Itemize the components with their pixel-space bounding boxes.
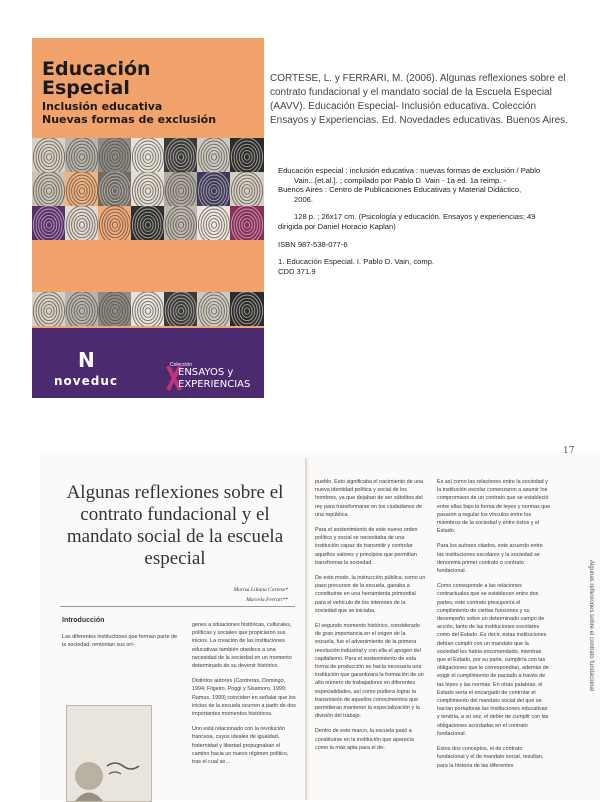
- fingerprint-tile: [131, 138, 165, 172]
- reference-citation: CORTESE, L. y FERRARI, M. (2006). Algunas reflexiones sobre el contrato fundacional y el mandato social de la Escuela Especial (AAVV). Educación Especial- Inclusión educativa. Colección Ensayos y Experiencias. Ed. Novedades educativas. Buenos Aires.: [270, 73, 568, 126]
- fingerprint-tile: [65, 138, 99, 172]
- paragraph: Las diferentes instituciones que forman parte de la sociedad, remontan sus orí-: [62, 634, 178, 649]
- publisher-name: noveduc: [54, 374, 118, 388]
- author-name: Marisa Liliana Cortese*: [233, 587, 288, 593]
- collection-name-line2: EXPERIENCIAS: [178, 379, 251, 390]
- fingerprint-tile: [197, 138, 231, 172]
- fingerprint-tile: [197, 172, 231, 206]
- fingerprint-tile: [65, 292, 99, 326]
- catalog-line: 2006.: [294, 194, 314, 204]
- fingerprint-tile: [230, 292, 264, 326]
- paragraph: Estos dos conceptos, el de contrato fundacional y el de mandato social, resultan, para la historia de las diferentes: [437, 746, 544, 769]
- catalog-line: dirigida por Daniel Horacio Kaplan): [278, 221, 396, 231]
- fingerprint-tile: [230, 172, 264, 206]
- paragraph: Para los autores citados, este acuerdo entre las instituciones escolares y la sociedad se denomina primer contrato o contrato fundacional.: [437, 543, 543, 575]
- fingerprint-tile: [164, 138, 198, 172]
- page-number: 17: [563, 446, 575, 456]
- article-title: Algunas reflexiones sobre el contrato fundacional y el mandato social de la escuela especial: [66, 482, 284, 569]
- page-gutter: [305, 458, 309, 800]
- fingerprint-tile: [32, 292, 66, 326]
- catalog-subject: 1. Educación Especial. I. Pablo D. Vain, comp.: [278, 257, 435, 267]
- catalog-line: Buenos Aires : Centro de Publicaciones Educativas y Material Didáctico,: [278, 185, 522, 195]
- paragraph: Distintos autores (Contreras, Domingo, 1994; Filgeiro, Poggi y Sisamoro, 1999; Ramus, 1999) coinciden en señalar que los inicios de la escuela ocurren a partir de dos importantes momentos históricos.: [192, 678, 296, 718]
- paragraph: De este modo, la instrucción pública, como un paso precursor de la escuela, ganaba a constituirse en una herramienta primordial para el vehículo de los intereses de la sociedad que se iniciaba.: [315, 575, 426, 614]
- fingerprint-tile: [98, 292, 132, 326]
- book-cover: [32, 38, 264, 398]
- fingerprint-tile: [164, 292, 198, 326]
- paragraph: pueblo. Esto significaba el nacimiento de una nueva identidad política y social de los hombres, ya que dejaban de ser súbditos del rey para transformarse en los ciudadanos de una república.: [315, 479, 424, 518]
- fingerprint-tile: [164, 172, 198, 206]
- fingerprint-tile: [131, 206, 165, 240]
- collection-name-line1: ENSAYOS y: [178, 367, 234, 378]
- fingerprint-tile: [164, 206, 198, 240]
- paragraph: Para el sostenimiento de este nuevo orden político y social se necesitaba de una institución capaz de transmitir y controlar aquellos valores y principios que permitían transformar la sociedad.: [315, 527, 418, 566]
- article-column-1: [62, 633, 180, 656]
- catalog-record: [278, 166, 566, 276]
- collection-label: Colección: [170, 362, 192, 368]
- paragraph: Uno está relacionado con la revolución francesa, cuyos ideales de igualdad, fraternidad y libertad propugnaban el camino hacia un nuevo régimen político, tras el cual se…: [192, 726, 289, 766]
- cover-subtitle: Inclusión educativa Nuevas formas de exclusión: [42, 100, 217, 126]
- fingerprint-tile: [65, 206, 99, 240]
- catalog-cdd: CDD 371.9: [278, 266, 316, 276]
- fingerprint-tile: [197, 206, 231, 240]
- paragraph: Como corresponde a las relaciones contractuales que se establecen entre dos partes, este contrato presuponía el cumplimiento de ciertas funciones y su desempeño sobre un determinado campo de acción, tanto de las instituciones escolares como del Estado. Es decir, estas instituciones debían cumplir con un mandato que la sociedad les había encomendado, mientras que el Estado, por su parte, cumpliría con las obligaciones que le correspondían, además de exigir el cumplimiento de pactado a través de las leyes y las normas. En otras palabras, el Estado sería el encargado de controlar el cumplimiento del mandato social del que se hacían portadoras las instituciones educativas y tendría, a su vez, el deber de cumplir con las obligaciones acordadas en el contrato fundacional.: [437, 583, 549, 737]
- catalog-isbn: ISBN 987-538-077-6: [278, 239, 348, 249]
- paragraph: El segundo momento histórico, considerado de gran importancia en el origen de la escuela, fue el advenimiento de la primera revolución industrial y con ella el apogeo del capitalismo. Para el sostenimiento de esta forma de producción se hacía necesaria una institución que garantizara la formación de un alto número de trabajadores en diferentes especialidades, así como pudiera lograr la transmisión de aquellos conocimientos que permitieran mantener la especialización y la división del trabajo.: [315, 623, 424, 720]
- section-heading: Introducción: [62, 617, 105, 624]
- cover-title: Educación Especial: [42, 58, 151, 99]
- fingerprint-tile: [131, 172, 165, 206]
- article-column-4: [437, 478, 551, 777]
- article-column-3: [315, 478, 427, 759]
- catalog-line: 128 p. ; 26x17 cm. (Psicología y educación. Ensayos y experiencias; 49: [294, 212, 536, 222]
- running-side-text: Algunas reflexiones sobre el contrato fundacional: [588, 560, 594, 692]
- author-photo: [66, 705, 152, 802]
- paragraph: genes a situaciones históricas, culturales, políticas y sociales que propiciaron sus inicios. La creación de las instituciones educativas también obedece a una necesidad de la sociedad en un momento determinado de su devenir histórico.: [192, 622, 292, 670]
- publisher-logo-mark: N: [78, 348, 95, 372]
- fingerprint-tile: [32, 206, 66, 240]
- fingerprint-tile: [197, 292, 231, 326]
- fingerprint-tile: [98, 172, 132, 206]
- fingerprint-tile: [230, 138, 264, 172]
- paragraph: Dentro de este marco, la escuela pasó a constituirse en la institución que aparecía como la más apta para el de-: [315, 728, 414, 751]
- article-authors: [234, 585, 288, 605]
- article-column-2: [192, 621, 296, 773]
- paragraph: Es así como las relaciones entre la sociedad y la institución escolar comenzaron a asumir los compromisos de un contrato que se estableció entre ellas bajo la forma de leyes y normas que pasaron a regular los vínculos entre los miembros de la sociedad y entre éstos y el Estado.: [437, 479, 551, 535]
- fingerprint-tile: [98, 138, 132, 172]
- fingerprint-tile: [98, 206, 132, 240]
- catalog-line: Educación especial : inclusión educativa : nuevas formas de exclusión / Pablo: [278, 166, 541, 175]
- divider: [60, 606, 295, 607]
- fingerprint-tile: [65, 172, 99, 206]
- catalog-line: Vain...[et.al.]. ; compilado por Pablo D. Vain - 1a ed. 1a reimp. -: [294, 175, 507, 185]
- fingerprint-tile: [131, 292, 165, 326]
- author-name: Marcela Ferrari**: [246, 597, 288, 603]
- fingerprint-tile: [32, 172, 66, 206]
- photo-illustration-icon: [67, 706, 151, 801]
- fingerprint-tile: [32, 138, 66, 172]
- fingerprint-tile: [230, 206, 264, 240]
